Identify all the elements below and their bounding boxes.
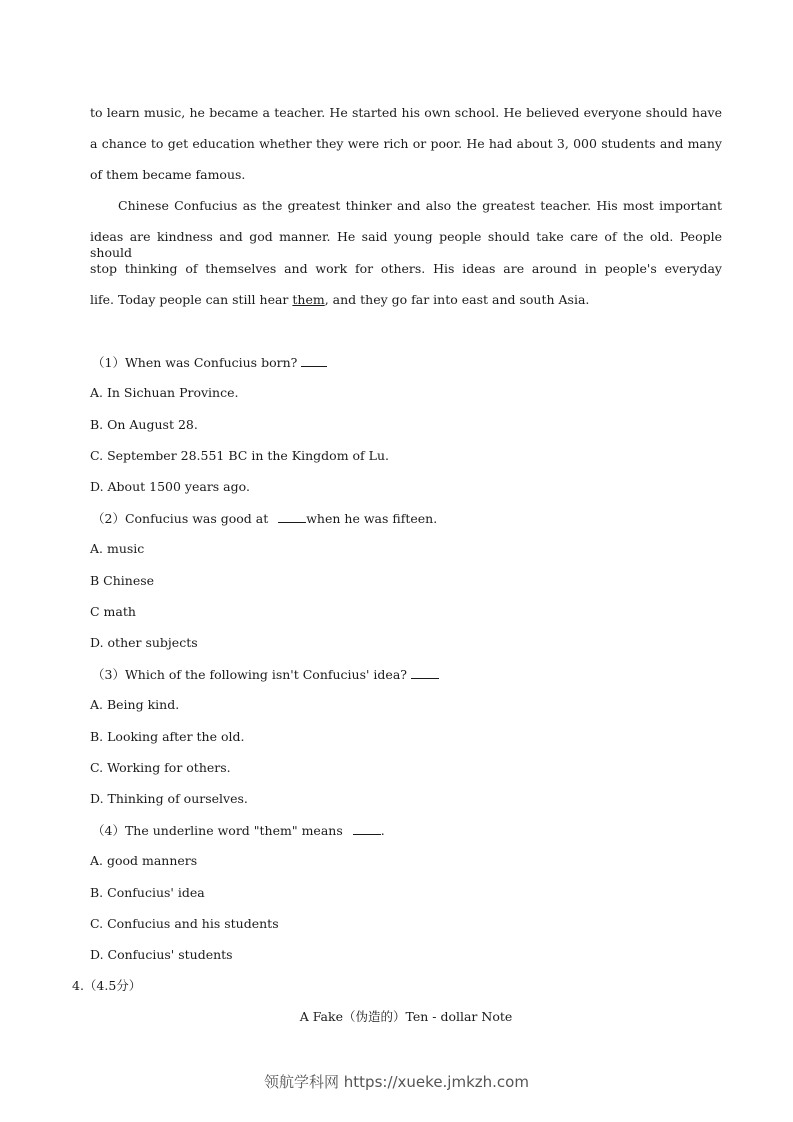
- option-d[interactable]: D. About 1500 years ago.: [90, 479, 250, 494]
- option-c[interactable]: C math: [90, 604, 136, 619]
- option-b[interactable]: B Chinese: [90, 573, 155, 588]
- option-a[interactable]: A. music: [90, 541, 145, 556]
- question-text: （2）Confucius was good at: [92, 511, 273, 526]
- option-d[interactable]: D. Thinking of ourselves.: [90, 791, 248, 806]
- option-b[interactable]: B. Looking after the old.: [90, 729, 245, 744]
- question-stem: [92, 822, 385, 839]
- passage-text: life. Today people can still hear: [90, 292, 293, 307]
- question-text: （1）When was Confucius born?: [92, 355, 298, 370]
- underlined-word: them: [292, 292, 325, 307]
- question-text: （3）Which of the following isn't Confucius' idea?: [92, 667, 407, 682]
- question-stem: [92, 510, 437, 527]
- passage-line: ideas are kindness and god manner. He said young people should take care of the old. People should: [90, 229, 722, 260]
- option-b[interactable]: B. Confucius' idea: [90, 885, 205, 900]
- passage-text: , and they go far into east and south Asia.: [324, 292, 590, 307]
- passage-line: to learn music, he became a teacher. He started his own school. He believed everyone should have: [90, 105, 722, 120]
- question-text: .: [380, 823, 385, 838]
- question-stem: [92, 354, 327, 371]
- option-c[interactable]: C. Working for others.: [90, 760, 231, 775]
- passage-line: a chance to get education whether they were rich or poor. He had about 3, 000 students and many: [90, 136, 722, 151]
- footer-watermark: 领航学科网 https://xueke.jmkzh.com: [264, 1073, 529, 1091]
- section-title: A Fake（伪造的）Ten - dollar Note: [299, 1009, 513, 1024]
- option-d[interactable]: D. other subjects: [90, 635, 198, 650]
- passage-line: stop thinking of themselves and work for others. His ideas are around in people's everyday: [90, 261, 722, 276]
- passage-line-last: [90, 292, 589, 308]
- option-b[interactable]: B. On August 28.: [90, 417, 198, 432]
- answer-blank[interactable]: [411, 666, 439, 679]
- option-c[interactable]: C. September 28.551 BC in the Kingdom of Lu.: [90, 448, 389, 463]
- question-text: when he was fifteen.: [306, 511, 438, 526]
- section-number: 4.（4.5分）: [72, 978, 142, 993]
- question-stem: [92, 666, 439, 683]
- answer-blank[interactable]: [278, 510, 306, 523]
- option-d[interactable]: D. Confucius' students: [90, 947, 233, 962]
- option-a[interactable]: A. good manners: [90, 853, 198, 868]
- passage-line: Chinese Confucius as the greatest thinker and also the greatest teacher. His most important: [118, 198, 722, 213]
- answer-blank[interactable]: [301, 354, 327, 367]
- question-text: （4）The underline word "them" means: [92, 823, 347, 838]
- option-c[interactable]: C. Confucius and his students: [90, 916, 279, 931]
- answer-blank[interactable]: [353, 822, 381, 835]
- option-a[interactable]: A. Being kind.: [90, 697, 180, 712]
- option-a[interactable]: A. In Sichuan Province.: [90, 385, 239, 400]
- passage-line: of them became famous.: [90, 167, 246, 182]
